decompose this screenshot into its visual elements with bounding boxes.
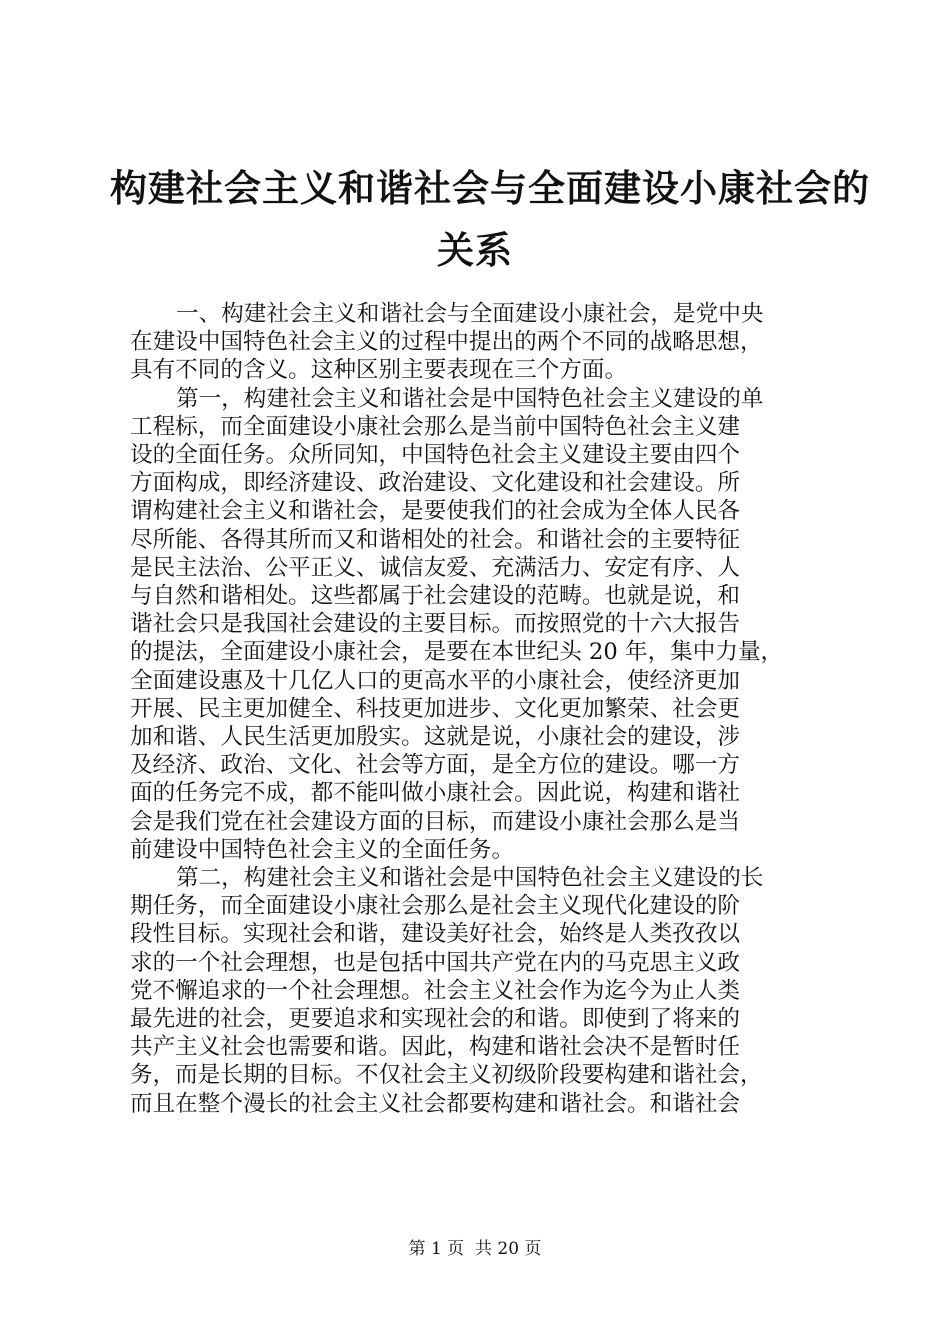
text-line: 加和谐、人民生活更加殷实。这就是说，小康社会的建设，涉 (130, 724, 741, 751)
text-line: 第二，构建社会主义和谐社会是中国特色社会主义建设的长 (176, 865, 764, 892)
text-line: 尽所能、各得其所而又和谐相处的社会。和谐社会的主要特征 (130, 526, 741, 553)
paragraph-first (130, 385, 835, 864)
text-line: 而且在整个漫长的社会主义社会都要构建和谐社会。和谐社会 (130, 1090, 741, 1117)
page-number: 第 1 页 (408, 1239, 465, 1259)
paragraph-intro (130, 300, 835, 385)
text-line: 求的一个社会理想，也是包括中国共产党在内的马克思主义政 (130, 949, 741, 976)
text-line: 一、构建社会主义和谐社会与全面建设小康社会，是党中央 (176, 301, 764, 327)
text-line: 会是我们党在社会建设方面的目标，而建设小康社会那么是当 (130, 808, 741, 835)
text-line: 在建设中国特色社会主义的过程中提出的两个不同的战略思想， (130, 329, 763, 356)
text-line: 党不懈追求的一个社会理想。社会主义社会作为迄今为止人类 (130, 977, 741, 1004)
text-line: 的提法，全面建设小康社会，是要在本世纪头 20 年，集中力量， (130, 639, 784, 666)
text-line: 开展、民主更加健全、科技更加进步、文化更加繁荣、社会更 (130, 695, 741, 722)
text-line: 前建设中国特色社会主义的全面任务。 (130, 836, 515, 863)
paragraph-second (130, 864, 835, 1118)
text-line: 工程标，而全面建设小康社会那么是当前中国特色社会主义建 (130, 413, 741, 440)
text-line: 具有不同的含义。这种区别主要表现在三个方面。 (130, 357, 628, 384)
text-line: 谓构建社会主义和谐社会，是要使我们的社会成为全体人民各 (130, 498, 741, 525)
title-line: 关系 (437, 229, 513, 272)
page-footer (0, 1238, 950, 1260)
text-line: 共产主义社会也需要和谐。因此，构建和谐社会决不是暂时任 (130, 1034, 741, 1061)
text-line: 期任务，而全面建设小康社会那么是社会主义现代化建设的阶 (130, 893, 741, 920)
text-line: 设的全面任务。众所同知，中国特色社会主义建设主要由四个 (130, 442, 741, 469)
footer-separator (464, 1239, 475, 1259)
text-line: 谐社会只是我国社会建设的主要目标。而按照党的十六大报告 (130, 611, 741, 638)
text-line: 面的任务完不成，都不能叫做小康社会。因此说，构建和谐社 (130, 780, 741, 807)
text-line: 与自然和谐相处。这些都属于社会建设的范畴。也就是说，和 (130, 583, 741, 610)
text-line: 最先进的社会，更要追求和实现社会的和谐。即使到了将来的 (130, 1006, 741, 1033)
text-line: 全面建设惠及十几亿人口的更高水平的小康社会，使经济更加 (130, 667, 741, 694)
document-title (110, 158, 870, 282)
page-total: 共 20 页 (474, 1239, 542, 1259)
title-line: 构建社会主义和谐社会与全面建设小康社会的 (110, 167, 870, 210)
text-line: 第一，构建社会主义和谐社会是中国特色社会主义建设的单 (176, 385, 764, 412)
text-line: 务，而是长期的目标。不仅社会主义初级阶段要构建和谐社会， (130, 1062, 763, 1089)
text-line: 是民主法治、公平正义、诚信友爱、充满活力、安定有序、人 (130, 554, 741, 581)
text-line: 方面构成，即经济建设、政治建设、文化建设和社会建设。所 (130, 470, 741, 497)
text-line: 及经济、政治、文化、社会等方面，是全方位的建设。哪一方 (130, 752, 741, 779)
document-body (130, 300, 835, 1118)
text-line: 段性目标。实现社会和谐，建设美好社会，始终是人类孜孜以 (130, 921, 741, 948)
